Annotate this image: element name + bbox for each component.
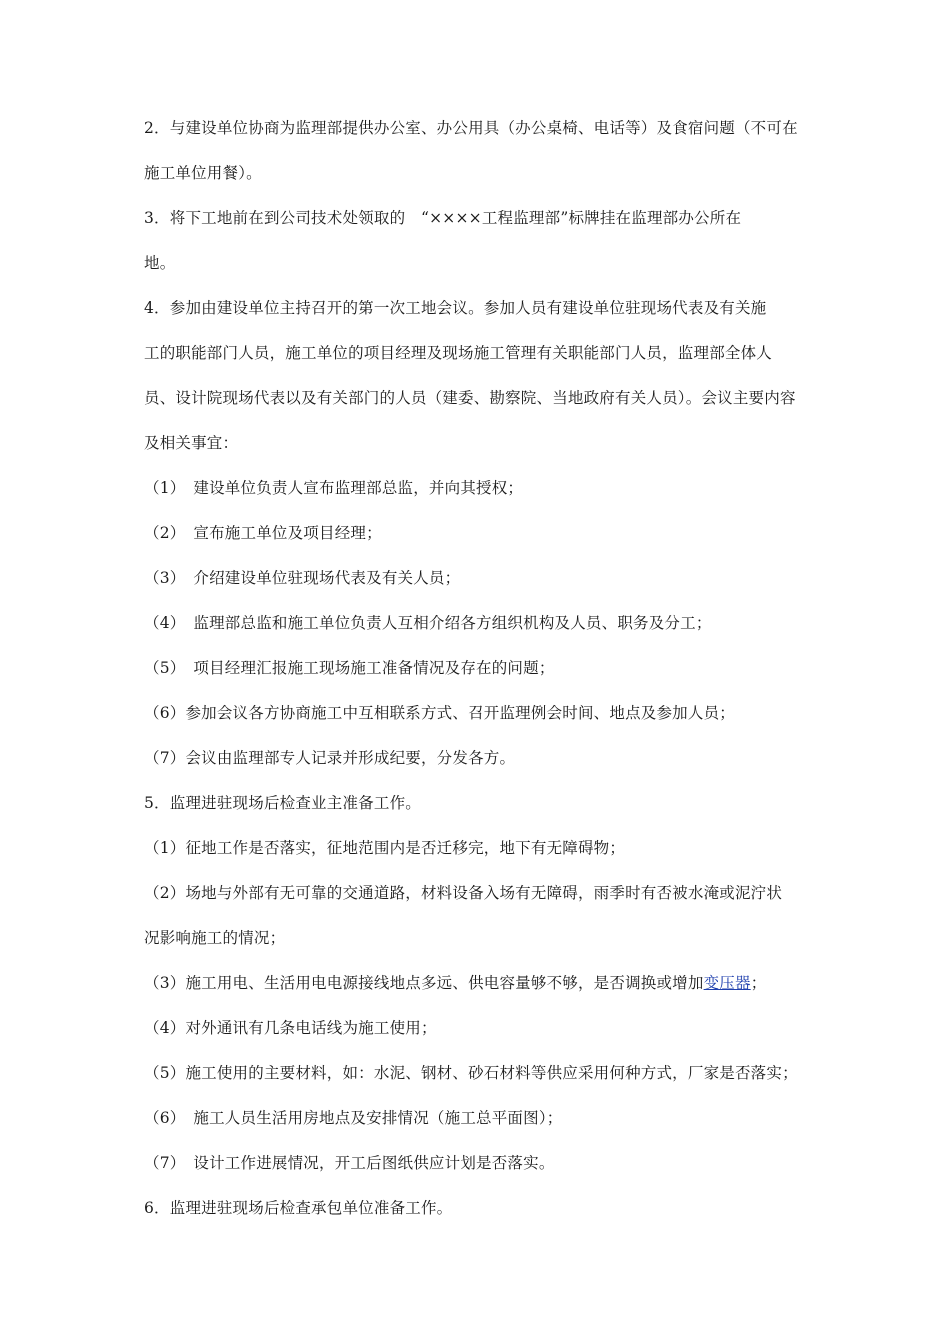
paragraph-5: 5．监理进驻现场后检查业主准备工作。 (144, 794, 421, 812)
list-item-5-1: （1）征地工作是否落实，征地范围内是否迁移完，地下有无障碍物； (144, 839, 626, 857)
paragraph-6: 6．监理进驻现场后检查承包单位准备工作。 (144, 1199, 453, 1217)
paragraph-2-line-2: 施工单位用餐）。 (144, 164, 262, 182)
list-item-5-3-text: （3）施工用电、生活用电电源接线地点多远、供电容量够不够，是否调换或增加 (144, 974, 704, 992)
list-item-5-6: （6） 施工人员生活用房地点及安排情况（施工总平面图）； (144, 1109, 563, 1127)
paragraph-4-line-4: 及相关事宜： (144, 434, 239, 452)
list-item-4-3: （3） 介绍建设单位驻现场代表及有关人员； (144, 569, 461, 587)
paragraph-3-line-1: 3．将下工地前在到公司技术处领取的 “××××工程监理部”标牌挂在监理部办公所在 (144, 209, 742, 227)
list-item-4-7: （7）会议由监理部专人记录并形成纪要，分发各方。 (144, 749, 516, 767)
paragraph-4-line-2: 工的职能部门人员，施工单位的项目经理及现场施工管理有关职能部门人员，监理部全体人 (144, 344, 773, 362)
list-item-5-3-end: ； (750, 974, 767, 992)
list-item-5-2-line-2: 况影响施工的情况； (144, 929, 286, 947)
paragraph-4-line-1: 4．参加由建设单位主持召开的第一次工地会议。参加人员有建设单位驻现场代表及有关施 (144, 299, 767, 317)
list-item-5-3 (144, 972, 816, 994)
list-item-5-5: （5）施工使用的主要材料，如：水泥、钢材、砂石材料等供应采用何种方式，厂家是否落实； (144, 1064, 798, 1082)
paragraph-3-line-2: 地。 (144, 254, 176, 272)
list-item-4-5: （5） 项目经理汇报施工现场施工准备情况及存在的问题； (144, 659, 555, 677)
list-item-4-4: （4） 监理部总监和施工单位负责人互相介绍各方组织机构及人员、职务及分工； (144, 614, 712, 632)
paragraph-2-line-1: 2．与建设单位协商为监理部提供办公室、办公用具（办公桌椅、电话等）及食宿问题（不可在 (144, 119, 798, 137)
list-item-4-6: （6）参加会议各方协商施工中互相联系方式、召开监理例会时间、地点及参加人员； (144, 704, 735, 722)
paragraph-4-line-3: 员、设计院现场代表以及有关部门的人员（建委、勘察院、当地政府有关人员）。会议主要内容 (144, 389, 796, 407)
transformer-link[interactable]: 变压器 (703, 974, 751, 992)
list-item-5-4: （4）对外通讯有几条电话线为施工使用； (144, 1019, 437, 1037)
list-item-5-7: （7） 设计工作进展情况，开工后图纸供应计划是否落实。 (144, 1154, 555, 1172)
list-item-4-1: （1） 建设单位负责人宣布监理部总监，并向其授权； (144, 479, 524, 497)
list-item-4-2: （2） 宣布施工单位及项目经理； (144, 524, 382, 542)
list-item-5-2-line-1: （2）场地与外部有无可靠的交通道路，材料设备入场有无障碍，雨季时有否被水淹或泥泞状 (144, 884, 783, 902)
